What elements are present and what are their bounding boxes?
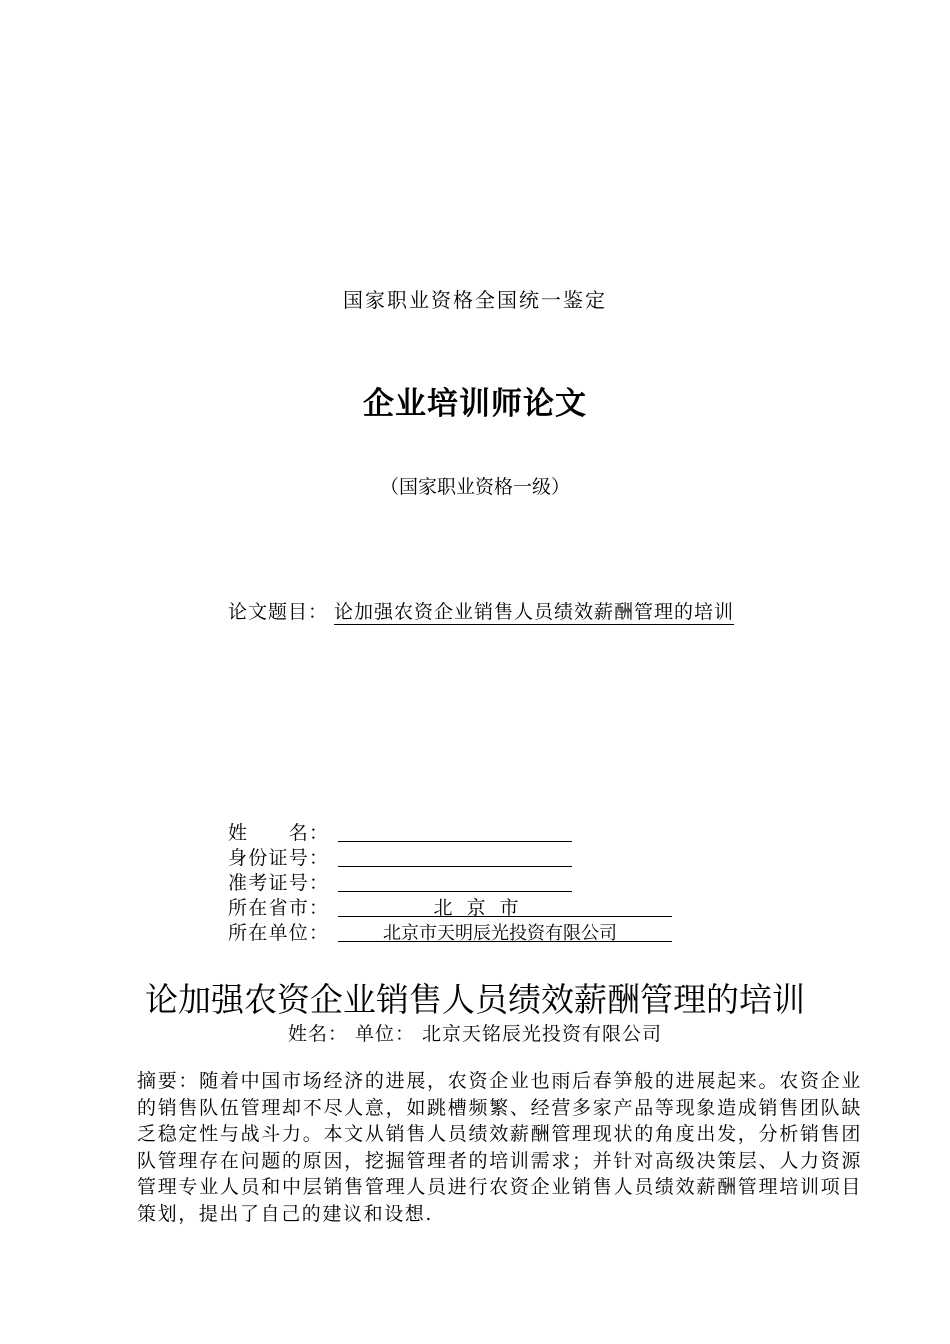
- topic-row: [228, 597, 734, 625]
- abstract-paragraph: 摘要：随着中国市场经济的进展，农资企业也雨后春笋般的进展起来。农资企业的销售队伍管理却不尽人意，如跳槽频繁、经营多家产品等现象造成销售团队缺乏稳定性与战斗力。本文从销售人员绩效薪酬管理现状的角度出发，分析销售团队管理存在问题的原因，挖掘管理者的培训需求；并针对高级决策层、人力资源管理专业人员和中层销售管理人员进行农资企业销售人员绩效薪酬管理培训项目策划，提出了自己的建议和设想.: [137, 1070, 862, 1225]
- exam-label: 准考证号：: [228, 872, 328, 894]
- certification-header: 国家职业资格全国统一鉴定: [343, 288, 607, 312]
- cover-title: 企业培训师论文: [363, 386, 587, 422]
- unit-row: [228, 921, 617, 946]
- name-label: 姓 名：: [228, 822, 328, 844]
- unit-value: 北京市天明辰光投资有限公司: [383, 923, 617, 944]
- id-row: [228, 846, 328, 871]
- province-label: 所在省市：: [228, 897, 328, 919]
- qualification-level: （国家职业资格一级）: [379, 476, 570, 498]
- name-line: [338, 841, 572, 842]
- exam-line: [338, 891, 572, 892]
- id-line: [338, 866, 572, 867]
- province-row: [228, 896, 523, 921]
- paper-title: 论加强农资企业销售人员绩效薪酬管理的培训: [145, 980, 805, 1019]
- id-label: 身份证号：: [228, 847, 328, 869]
- topic-label: 论文题目：: [228, 601, 329, 623]
- name-row: [228, 821, 328, 846]
- province-value: 北 京 市: [433, 897, 523, 919]
- exam-row: [228, 871, 328, 896]
- topic-value: 论加强农资企业销售人员绩效薪酬管理的培训: [334, 601, 735, 623]
- unit-label: 所在单位：: [228, 922, 328, 944]
- author-line: 姓名： 单位： 北京天铭辰光投资有限公司: [287, 1023, 663, 1045]
